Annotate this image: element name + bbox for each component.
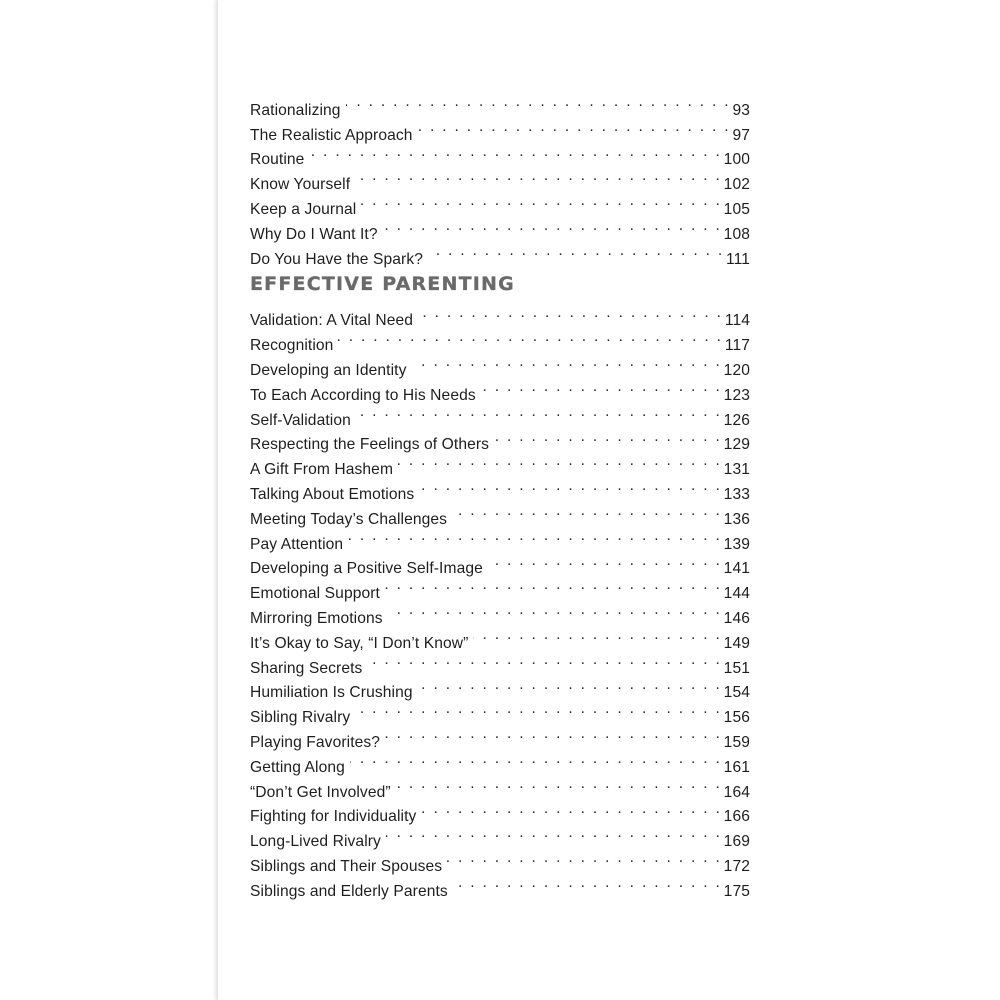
dot-leader (494, 425, 722, 450)
toc-entry-page-number: 159 (723, 733, 750, 751)
dot-leader (385, 722, 722, 747)
toc-entry (250, 90, 750, 119)
toc-entry-title: Respecting the Feelings of Others (250, 436, 490, 454)
toc-entry-title: Why Do I Want It? (250, 225, 378, 243)
dot-leader (418, 301, 723, 326)
dot-leader (398, 449, 722, 474)
dot-leader (348, 524, 721, 549)
toc-entry-page-number: 105 (723, 200, 750, 218)
toc-entry-page-number: 100 (723, 151, 750, 169)
toc-entry-title: Validation: A Vital Need (250, 312, 414, 330)
toc-group-upper (250, 90, 750, 268)
dot-leader (356, 400, 722, 425)
toc-entry-title: Talking About Emotions (250, 485, 415, 503)
toc-entry-page-number: 151 (723, 659, 750, 677)
toc-entry-page-number: 120 (723, 361, 750, 379)
toc-entry-page-number: 166 (723, 808, 750, 826)
toc-entry-page-number: 164 (723, 783, 750, 801)
toc-entry-title: Pay Attention (250, 535, 344, 553)
dot-leader (428, 239, 724, 264)
toc-entry-title: Routine (250, 151, 305, 169)
toc-entry-page-number: 149 (723, 634, 750, 652)
toc-entry-title: Sibling Rivalry (250, 709, 351, 727)
toc-entry-title: To Each According to His Needs (250, 386, 476, 404)
toc-entry-page-number: 169 (723, 833, 750, 851)
dot-leader (412, 350, 722, 375)
toc-entry-title: Siblings and Their Spouses (250, 857, 443, 875)
toc-group-effective-parenting (250, 301, 750, 900)
toc-entry-page-number: 141 (723, 560, 750, 578)
toc-entry-title: Do You Have the Spark? (250, 250, 423, 268)
toc-entry (250, 140, 750, 169)
toc-entry-title: Getting Along (250, 758, 345, 776)
toc-entry-title: “Don’t Get Involved” (250, 783, 391, 801)
toc-entry-title: Rationalizing (250, 101, 341, 119)
dot-leader (309, 140, 721, 165)
toc-entry-page-number: 123 (723, 386, 750, 404)
dot-leader (418, 115, 731, 140)
toc-entry-title: Sharing Secrets (250, 659, 363, 677)
dot-leader (350, 747, 722, 772)
toc-entry-title: Developing an Identity (250, 361, 407, 379)
toc-entry-page-number: 117 (724, 337, 750, 355)
toc-entry-page-number: 114 (724, 312, 750, 330)
dot-leader (418, 673, 722, 698)
toc-entry-page-number: 175 (723, 882, 750, 900)
toc-entry-page-number: 108 (723, 225, 750, 243)
toc-entry-page-number: 156 (723, 709, 750, 727)
dot-leader (452, 499, 722, 524)
toc-entry-title: Fighting for Individuality (250, 808, 417, 826)
dot-leader (355, 164, 722, 189)
toc-entry-page-number: 131 (723, 461, 750, 479)
dot-leader (385, 573, 722, 598)
dot-leader (383, 214, 722, 239)
toc-entry-title: Recognition (250, 337, 334, 355)
toc-entry-title: Meeting Today’s Challenges (250, 510, 448, 528)
dot-leader (396, 772, 722, 797)
toc-entry-page-number: 136 (723, 510, 750, 528)
toc-entry-title: A Gift From Hashem (250, 461, 394, 479)
dot-leader (386, 821, 722, 846)
dot-leader (346, 90, 731, 115)
toc-entry-page-number: 161 (723, 758, 750, 776)
dot-leader (367, 648, 721, 673)
toc-entry-page-number: 111 (725, 250, 750, 268)
toc-entry-title: Self-Validation (250, 411, 351, 429)
toc-entry-title: The Realistic Approach (250, 126, 413, 144)
dot-leader (453, 871, 722, 896)
dot-leader (481, 375, 722, 400)
dot-leader (447, 846, 722, 871)
toc-entry-title: Emotional Support (250, 585, 380, 603)
toc-entry-title: Long-Lived Rivalry (250, 833, 381, 851)
toc-entry-page-number: 126 (723, 411, 750, 429)
toc-entry-title: Mirroring Emotions (250, 609, 383, 627)
toc-entry-page-number: 172 (723, 857, 750, 875)
dot-leader (361, 189, 721, 214)
toc-entry-page-number: 129 (723, 436, 750, 454)
toc-entry-title: Developing a Positive Self-Image (250, 560, 483, 578)
dot-leader (473, 623, 721, 648)
toc-entry-title: Siblings and Elderly Parents (250, 882, 448, 900)
toc-entry-page-number: 144 (723, 585, 750, 603)
toc-entry (250, 301, 750, 330)
toc-entry-title: Keep a Journal (250, 200, 357, 218)
dot-leader (338, 325, 722, 350)
dot-leader (419, 474, 721, 499)
toc-entry-page-number: 139 (723, 535, 750, 553)
toc-entry-title: Know Yourself (250, 176, 351, 194)
toc-entry-title: Playing Favorites? (250, 733, 381, 751)
dot-leader (421, 797, 721, 822)
table-of-contents (250, 90, 750, 900)
section-heading: EFFECTIVE PARENTING (250, 272, 515, 295)
dot-leader (488, 549, 722, 574)
toc-entry-page-number: 154 (723, 684, 750, 702)
toc-entry-page-number: 146 (723, 609, 750, 627)
dot-leader (388, 598, 722, 623)
toc-entry-title: Humiliation Is Crushing (250, 684, 413, 702)
toc-entry (250, 164, 750, 194)
dot-leader (355, 697, 721, 722)
toc-entry-page-number: 97 (732, 126, 750, 144)
toc-entry-page-number: 102 (723, 176, 750, 194)
toc-entry-page-number: 93 (732, 101, 750, 119)
toc-entry-title: It’s Okay to Say, “I Don’t Know” (250, 634, 469, 652)
toc-entry-page-number: 133 (723, 485, 750, 503)
